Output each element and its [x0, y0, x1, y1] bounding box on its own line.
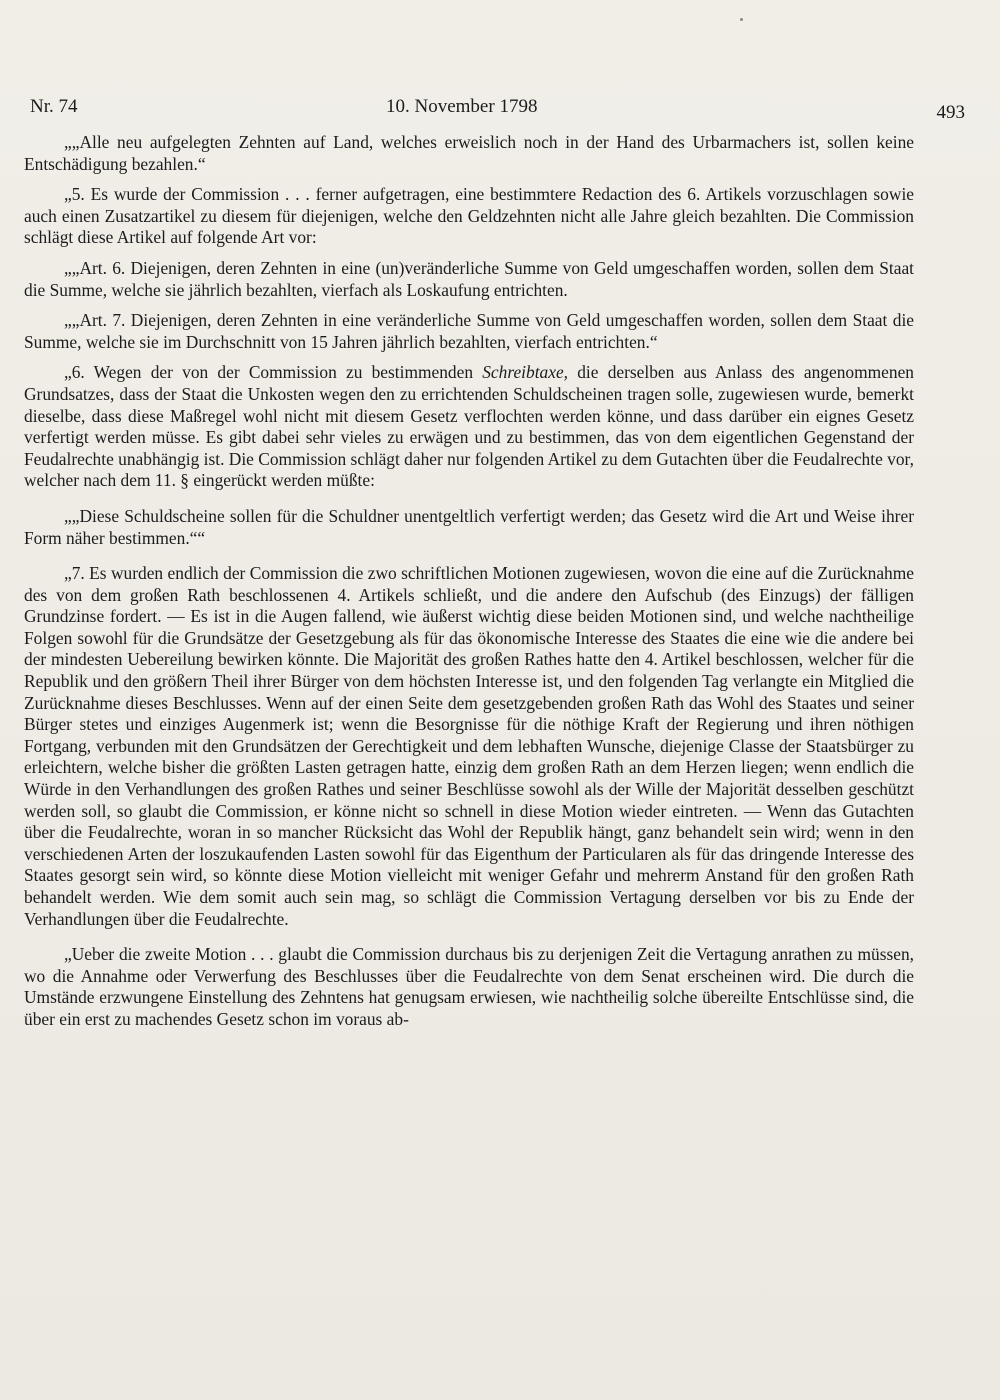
body-text	[24, 132, 914, 1040]
paragraph: „„Art. 6. Diejenigen, deren Zehnten in eine (un)veränderliche Summe von Geld umgeschaffen worden, sollen dem Staat die Summe, welche sie jährlich bezahlten, vierfach als Loskaufung entrichten.	[24, 257, 914, 300]
paper-speck	[740, 18, 743, 21]
page-number: 493	[936, 102, 965, 123]
paragraph: „7. Es wurden endlich der Commission die zwo schriftlichen Motionen zugewiesen, wovon die eine auf die Zurücknahme des von dem großen Rath beschlossenen 4. Artikels schließt, und die andere den Aufschub (des Einzugs) der fälligen Grundzinse fordert. — Es ist in die Augen fallend, wie äußerst wichtig diese beiden Motionen sind, und welche nachtheilige Folgen sowohl für die Grundsätze der Gesetzgebung als für das ökonomische Interesse des Staates die eine wie die andere bei der mindesten Uebereilung bewirken könnte. Die Majorität des großen Rathes hatte den 4. Artikel beschlossen, welcher für die Republik und den größern Theil ihrer Bürger von dem höchsten Interesse ist, und den folgenden Tag verlangte ein Mitglied die Zurücknahme dieses Beschlusses. Wenn auf der einen Seite dem gesetzgebenden großen Rath das Wohl des Staates und seiner Bürger stetes und einziges Augenmerk ist; wenn die Besorgnisse für die nöthige Kraft der Regierung und ihren nöthigen Fortgang, verbunden mit den Grundsätzen der Gerechtigkeit und dem lebhaften Wunsche, diejenige Classe der Staatsbürger zu erleichtern, welche bisher die größten Lasten getragen hatte, einzig dem großen Rath an dem Herzen liegen; wenn endlich die Würde in den Verhandlungen des großen Rathes und seiner Beschlüsse sowohl als der Wille der Majorität desselben geschützt werden soll, so glaubt die Commission, er könne nicht so schnell in diese Motion wieder eintreten. — Wenn das Gutachten über die Feudalrechte, woran in so mancher Rücksicht das Wohl der Republik hängt, ganz behandelt sein wird; wenn in den verschiedenen Arten der loszukaufenden Lasten sowohl für das Eigenthum der Particularen als für das dringende Interesse des Staates gesorgt sein wird, so könnte diese Motion vielleicht mit weniger Gefahr und mehrerm Anstand für den großen Rath behandelt werden. Wie dem somit auch sein mag, so schlägt die Commission Vertagung derselben vor bis zu Ende der Verhandlungen über die Feudalrechte.	[24, 563, 914, 929]
page-header	[30, 96, 965, 123]
paragraph-text: die derselben aus Anlass des angenommenen Grundsatzes, dass der Staat die Unkosten wegen den zu errichtenden Schuldscheinen tragen solle, zugewiesen wurde, bemerkt dieselbe, dass diese Maßregel wohl nicht mit diesem Gesetz verflochten werden könne, und dass darüber ein eignes Gesetz verfertigt werden müsse. Es gibt dabei sehr vieles zu erwägen und zu bestimmen, das von dem eigentlichen Gegenstand der Feudalrechte unabhängig ist. Die Commission schlägt daher nur folgenden Artikel zu dem Gutachten über die Feudalrechte vor, welcher nach dem 11. § eingerückt werden müßte:	[24, 362, 914, 491]
paragraph: „5. Es wurde der Commission . . . ferner aufgetragen, eine bestimmtere Redaction des 6. Artikels vorzuschlagen sowie auch einen Zusatzartikel zu diesem für diejenigen, welche den Geldzehnten nicht alle Jahre gleich bezahlten. Die Commission schlägt diese Artikel auf folgende Art vor:	[24, 184, 914, 248]
paragraph: „„Art. 7. Diejenigen, deren Zehnten in eine veränderliche Summe von Geld umgeschaffen worden, sollen dem Staat die Summe, welche sie im Durchschnitt von 15 Jahren jährlich bezahlten, vierfach entrichten.“	[24, 310, 914, 352]
paragraph	[24, 362, 914, 492]
paragraph-text: „6. Wegen der von der Commission zu bestimmenden	[64, 362, 483, 383]
paragraph: „„Alle neu aufgelegten Zehnten auf Land, welches erweislich noch in der Hand des Urbarmachers ist, sollen keine Entschädigung bezahlen.“	[24, 132, 914, 174]
italic-term: Schreibtaxe,	[482, 362, 569, 383]
paragraph: „Ueber die zweite Motion . . . glaubt die Commission durchaus bis zu derjenigen Zeit die Vertagung anrathen zu müssen, wo die Annahme oder Verwerfung des Beschlusses über die Feudalrechte von dem Senat erscheinen wird. Die durch die Umstände erzwungene Einstellung des Zehntens hat genugsam erwiesen, wie nachtheilig solche übereilte Entschlüsse sind, die über ein erst zu machendes Gesetz schon im voraus ab-	[24, 944, 914, 1029]
document-number: Nr. 74	[30, 96, 78, 117]
document-date: 10. November 1798	[386, 96, 538, 117]
paragraph: „„Diese Schuldscheine sollen für die Schuldner unentgeltlich verfertigt werden; das Gesetz wird die Art und Weise ihrer Form näher bestimmen.““	[24, 505, 914, 548]
